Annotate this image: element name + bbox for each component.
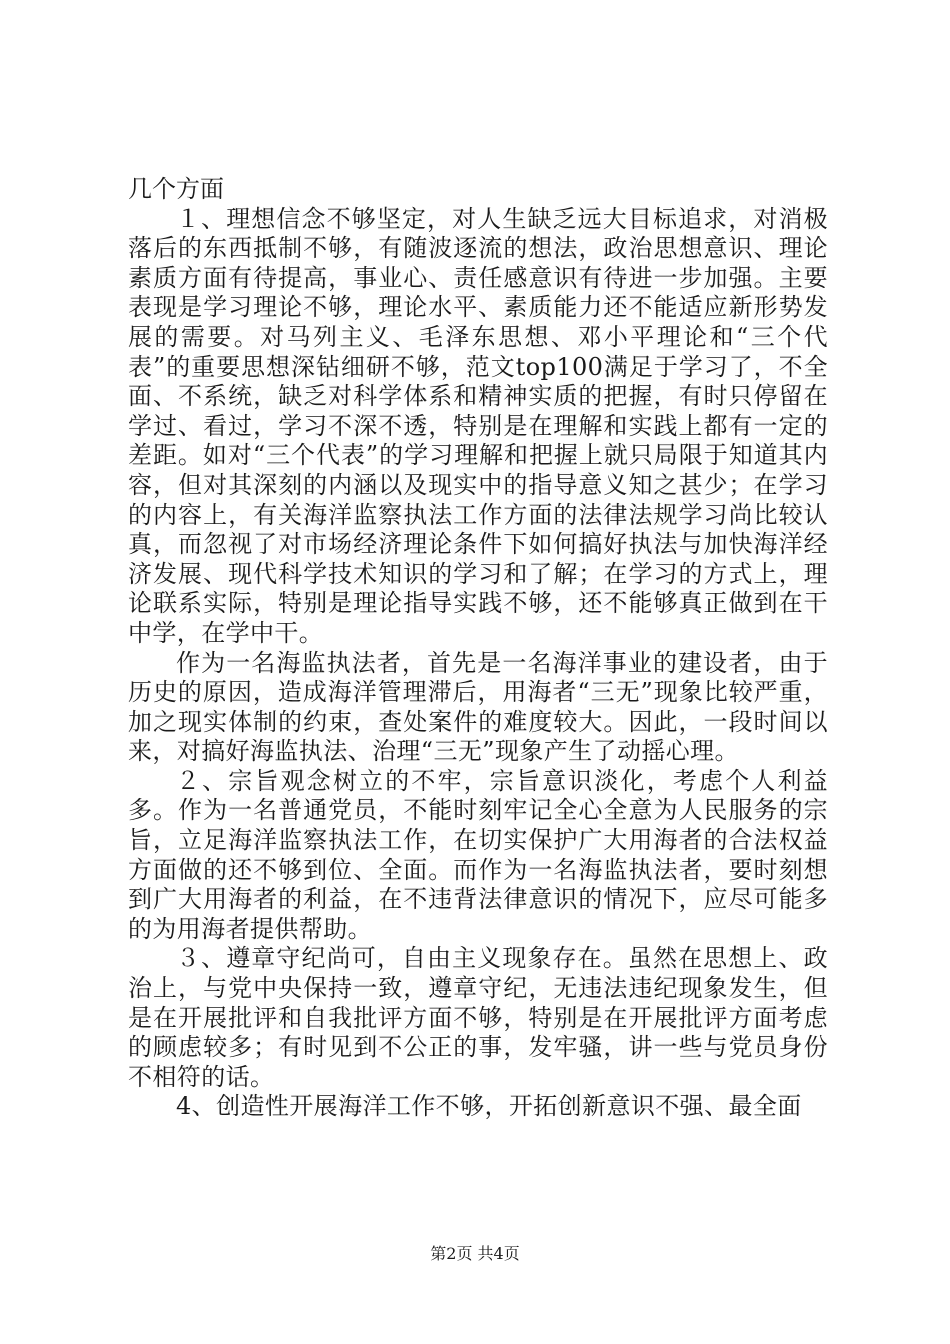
paragraph-5: 4、创造性开展海洋工作不够，开拓创新意识不强、最全面 — [176, 1092, 802, 1121]
paragraph-1: １、理想信念不够坚定，对人生缺乏远大目标追求，对消极落后的东西抵制不够，有随波逐流的想法，政治思想意识、理论素质方面有待提高，事业心、责任感意识有待进一步加强。主要表现是学习理论不够，理论水平、素质能力还不能适应新形势发展的需要。对马列主义、毛泽东思想、邓小平理论和“三个代表”的重要思想深钻细研不够，范文top100满足于学习了，不全面、不系统，缺乏对科学体系和精神实质的把握，有时只停留在学过、看过，学习不深不透，特别是在理解和实践上都有一定的差距。如对“三个代表”的学习理解和把握上就只局限于知道其内容，但对其深刻的内涵以及现实中的指导意义知之甚少；在学习的内容上，有关海洋监察执法工作方面的法律法规学习尚比较认真，而忽视了对市场经济理论条件下如何搞好执法与加快海洋经济发展、现代科学技术知识的学习和了解；在学习的方式上，理论联系实际，特别是理论指导实践不够，还不能够真正做到在干中学，在学中干。 — [128, 204, 828, 647]
page-footer: 第2页 共4页 — [430, 1244, 520, 1263]
heading-line: 几个方面 — [128, 175, 224, 203]
document-body — [128, 175, 828, 1122]
paragraph-3: ２、宗旨观念树立的不牢，宗旨意识淡化，考虑个人利益多。作为一名普通党员，不能时刻牢记全心全意为人民服务的宗旨，立足海洋监察执法工作，在切实保护广大用海者的合法权益方面做的还不够到位、全面。而作为一名海监执法者，要时刻想到广大用海者的利益，在不违背法律意识的情况下，应尽可能多的为用海者提供帮助。 — [128, 766, 828, 943]
paragraph-2: 作为一名海监执法者，首先是一名海洋事业的建设者，由于历史的原因，造成海洋管理滞后，用海者“三无”现象比较严重，加之现实体制的约束，查处案件的难度较大。因此，一段时间以来，对搞好海监执法、治理“三无”现象产生了动摇心理。 — [128, 648, 828, 766]
paragraph-4: ３、遵章守纪尚可，自由主义现象存在。虽然在思想上、政治上，与党中央保持一致，遵章守纪，无违法违纪现象发生，但是在开展批评和自我批评方面不够，特别是在开展批评方面考虑的顾虑较多；有时见到不公正的事，发牢骚，讲一些与党员身份不相符的话。 — [128, 944, 828, 1091]
